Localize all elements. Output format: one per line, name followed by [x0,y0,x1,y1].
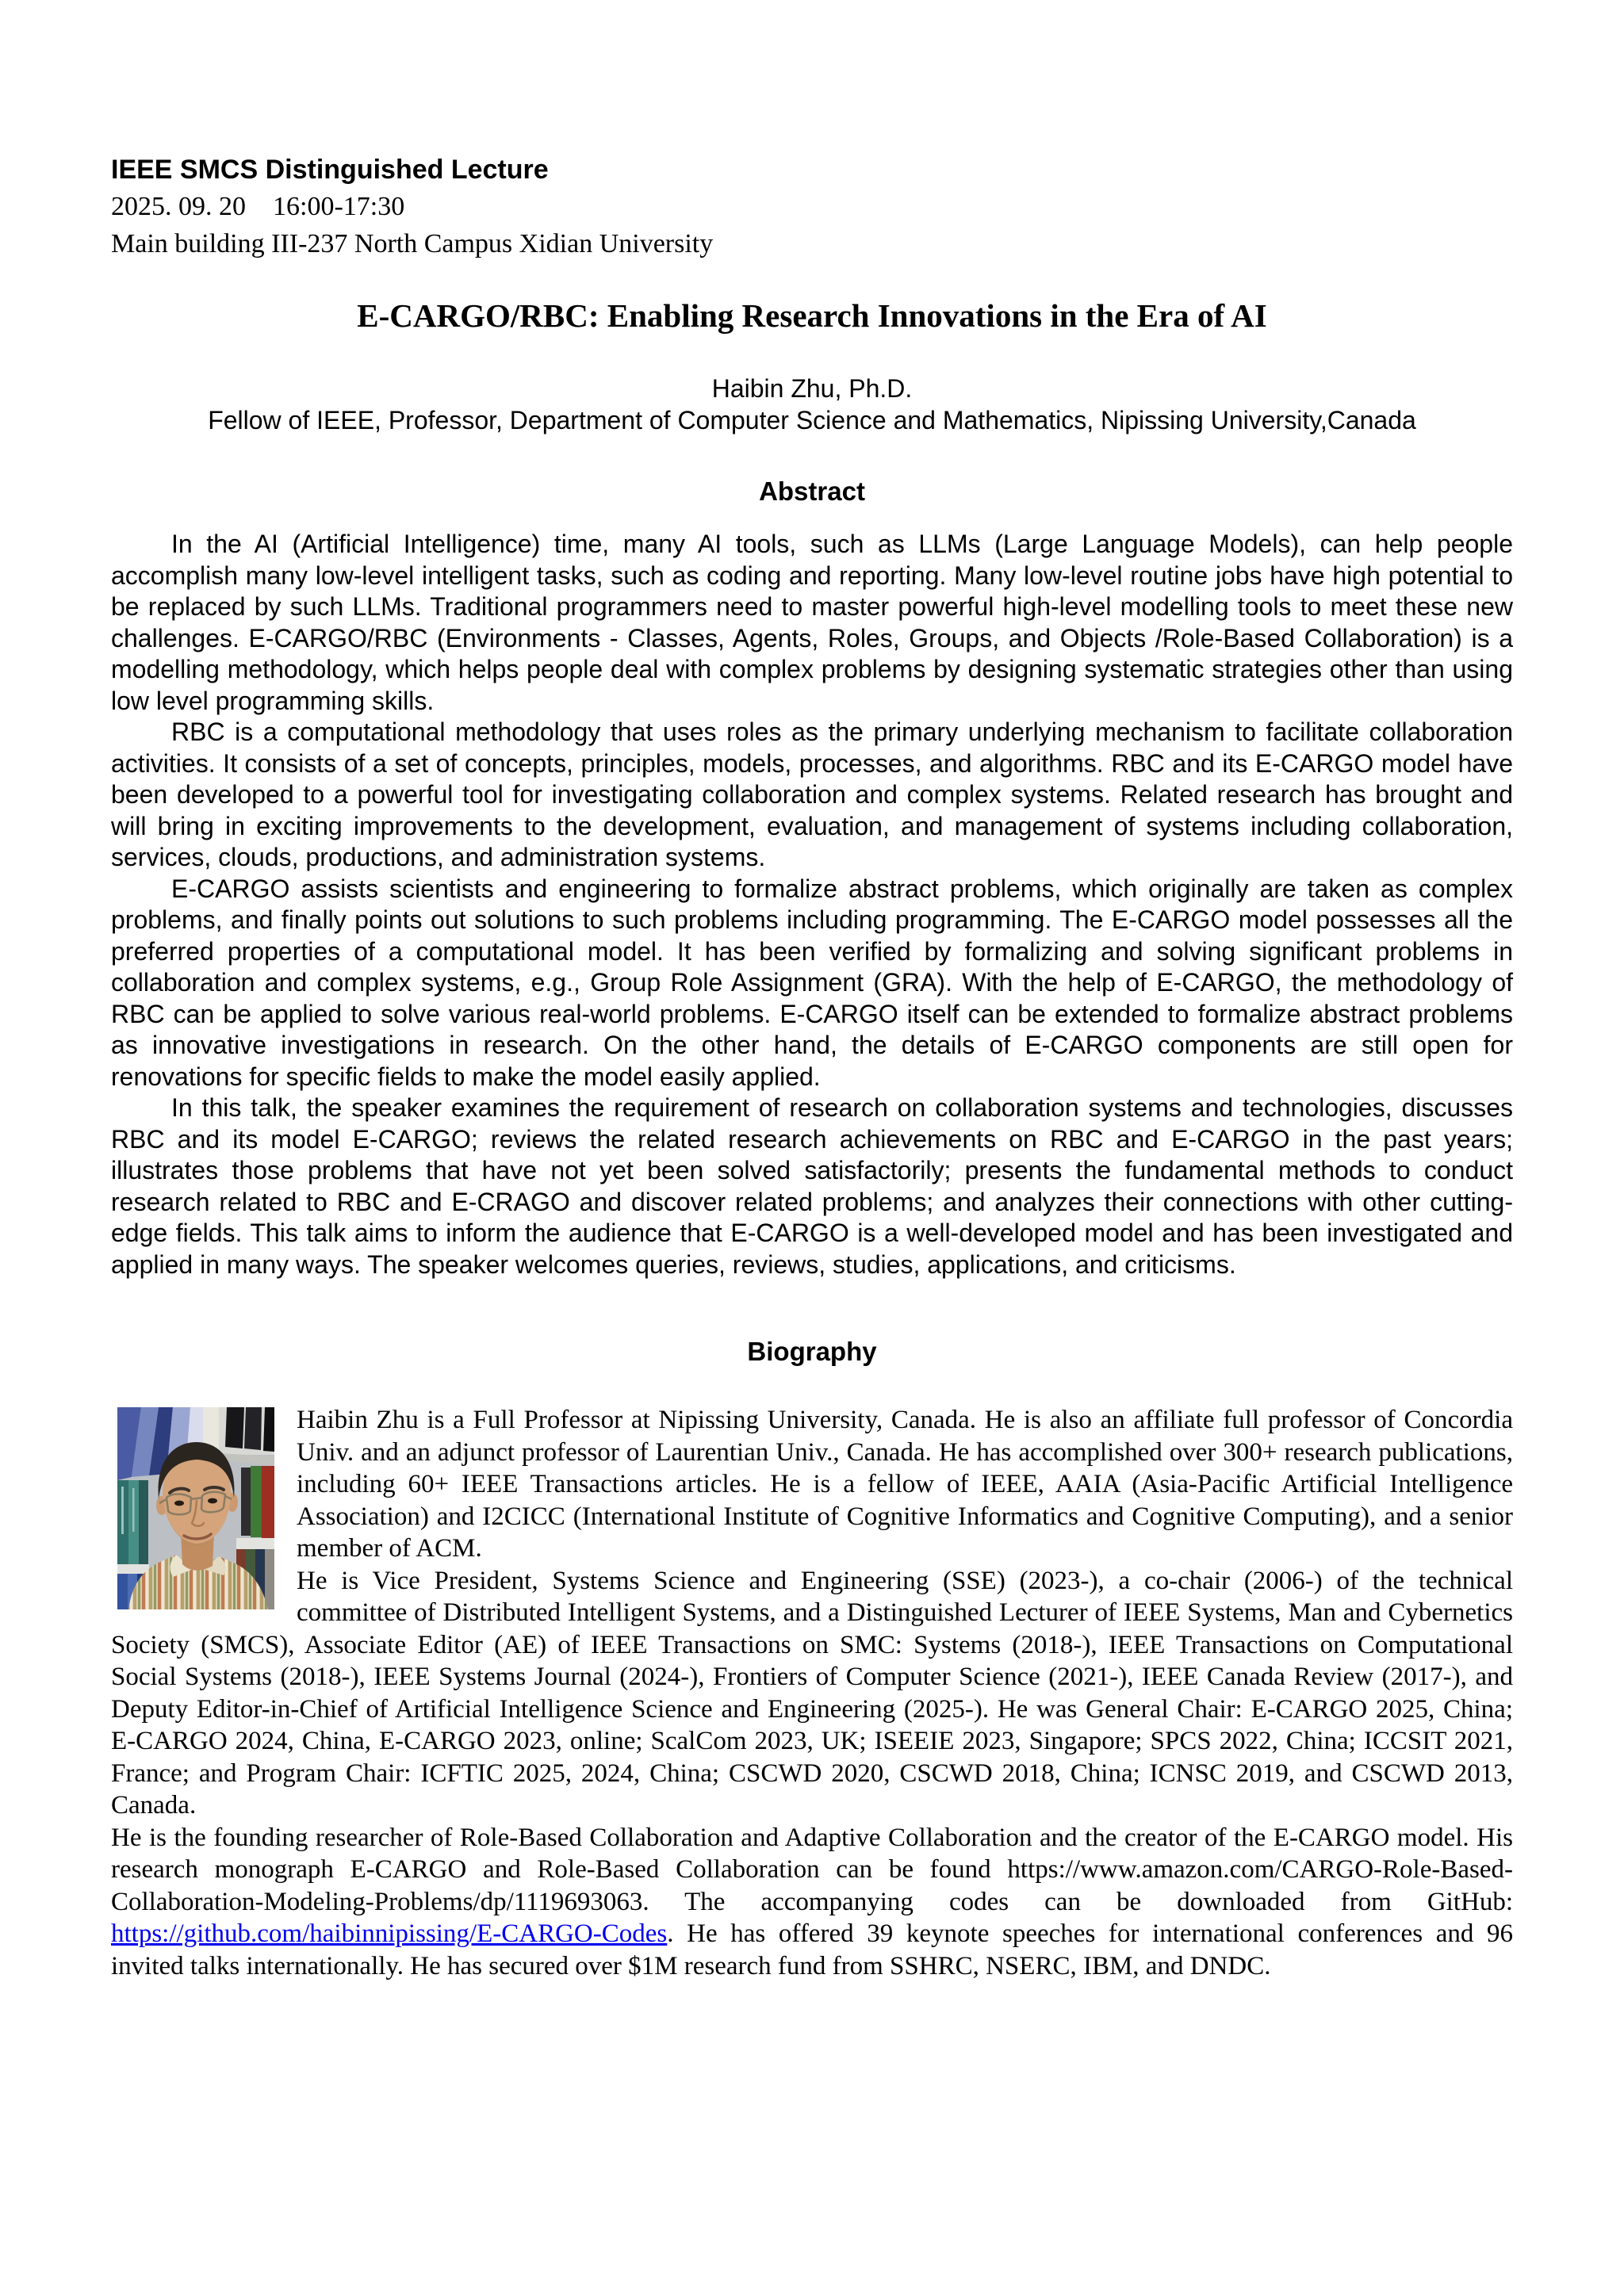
biography-paragraph-3 [111,1822,1513,1983]
bio-p3-text-before-amazon: He is the founding researcher of Role-Based Collaboration and Adaptive Collaboration and the creator of the E-CARGO model. His research monograph E-CARGO and Role-Based Collaboration can be found [111,1823,1513,1885]
abstract-paragraph-2: RBC is a computational methodology that uses roles as the primary underlying mechanism to facilitate collaboration activities. It consists of a set of concepts, principles, models, processes, and algorithms. RBC and its E-CARGO model have been developed to a powerful tool for investigating collaboration and complex systems. Related research has brought and will bring in exciting improvements to the development, evaluation, and management of systems including collaboration, services, clouds, productions, and administration systems. [111,718,1513,872]
speaker-photo [117,1407,274,1609]
amazon-url-text: https://www.amazon.com/CARGO-Role-Based-Collaboration-Modeling-Problems/dp/1119693063 [111,1855,1513,1916]
abstract-paragraph-4: In this talk, the speaker examines the requirement of research on collaboration systems and technologies, discusses RBC and its model E-CARGO; reviews the related research achievements on RBC and E-CARGO in the past years; illustrates those problems that have not yet been solved satisfactorily; presents the fundamental methods to conduct research related to RBC and E-CRAGO and discover related problems; and analyzes their connections with other cutting-edge fields. This talk aims to inform the audience that E-CARGO is a well-developed model and has been investigated and applied in many ways. The speaker welcomes queries, reviews, studies, applications, and criticisms. [111,1093,1513,1279]
abstract-paragraph-3: E-CARGO assists scientists and engineering to formalize abstract problems, which originally are taken as complex problems, and finally points out solutions to such problems including programming. The E-CARGO model possesses all the preferred properties of a computational model. It has been verified by formalizing and solving significant problems in collaboration and complex systems, e.g., Group Role Assignment (GRA). With the help of E-CARGO, the methodology of RBC can be applied to solve various real-world problems. E-CARGO itself can be extended to formalize abstract problems as innovative investigations in research. On the other hand, the details of E-CARGO components are still open for renovations for specific fields to make the model easily applied. [111,874,1513,1091]
biography-paragraph-2: He is Vice President, Systems Science and Engineering (SSE) (2023-), a co-chair (2006-) of the technical committee of Distributed Intelligent Systems, and a Distinguished Lecturer of IEEE Systems, Man and Cybernetics Society (SMCS), Associate Editor (AE) of IEEE Transactions on SMC: Systems (2018-), IEEE Transactions on Computational Social Systems (2018-), IEEE Systems Journal (2024-), Frontiers of Computer Science (2021-), IEEE Canada Review (2017-), and Deputy Editor-in-Chief of Artificial Intelligence Science and Engineering (2025-). He was General Chair: E-CARGO 2025, China; E-CARGO 2024, China, E-CARGO 2023, online; ScalCom 2023, UK; ISEEIE 2023, Singapore; SPCS 2022, China; ICCSIT 2021, France; and Program Chair: ICFTIC 2025, 2024, China; CSCWD 2020, CSCWD 2018, China; ICNSC 2019, and CSCWD 2013, Canada. [111,1566,1513,1820]
talk-title: E-CARGO/RBC: Enabling Research Innovations in the Era of AI [357,297,1267,334]
github-link[interactable]: https://github.com/haibinnipissing/E-CARGO-Codes [111,1919,668,1949]
speaker-name: Haibin Zhu, Ph.D. [711,374,913,403]
abstract-heading: Abstract [759,476,865,506]
lecture-location: Main building III-237 North Campus Xidian University [111,229,714,258]
portrait-illustration [117,1407,274,1609]
bio-p3-text-after: . He has offered 39 keynote speeches for international conferences and 96 invited talks internationally. He has secured over $1M research fund from SSHRC, NSERC, IBM, and DNDC. [111,1919,1513,1980]
biography-paragraph-1: Haibin Zhu is a Full Professor at Nipissing University, Canada. He is also an affiliate full professor of Concordia Univ. and an adjunct professor of Laurentian Univ., Canada. He has accomplished over 300+ research publications, including 60+ IEEE Transactions articles. He is a fellow of IEEE, AAIA (Asia-Pacific Artificial Intelligence Association) and I2CICC (International Institute of Cognitive Informatics and Cognitive Computing), and a senior member of ACM. [297,1406,1513,1563]
speaker-affiliation: Fellow of IEEE, Professor, Department of Computer Science and Mathematics, Nipissing University,Canada [208,406,1416,434]
abstract-body [111,529,1513,1280]
lecture-datetime: 2025. 09. 20 16:00-17:30 [111,192,405,221]
abstract-paragraph-1: In the AI (Artificial Intelligence) time, many AI tools, such as LLMs (Large Language Models), can help people accomplish many low-level intelligent tasks, such as coding and reporting. Many low-level routine jobs have high potential to be replaced by such LLMs. Traditional programmers need to master powerful high-level modelling tools to meet these new challenges. E-CARGO/RBC (Environments - Classes, Agents, Roles, Groups, and Objects /Role-Based Collaboration) is a modelling methodology, which helps people deal with complex problems by designing systematic strategies other than using low level programming skills. [111,530,1513,715]
bio-p3-text-middle: . The accompanying codes can be downloaded from GitHub: [642,1887,1513,1916]
biography-body [111,1404,1513,1982]
header-block [111,152,1513,262]
biography-heading: Biography [747,1337,877,1367]
lecture-series-title: IEEE SMCS Distinguished Lecture [111,155,549,185]
